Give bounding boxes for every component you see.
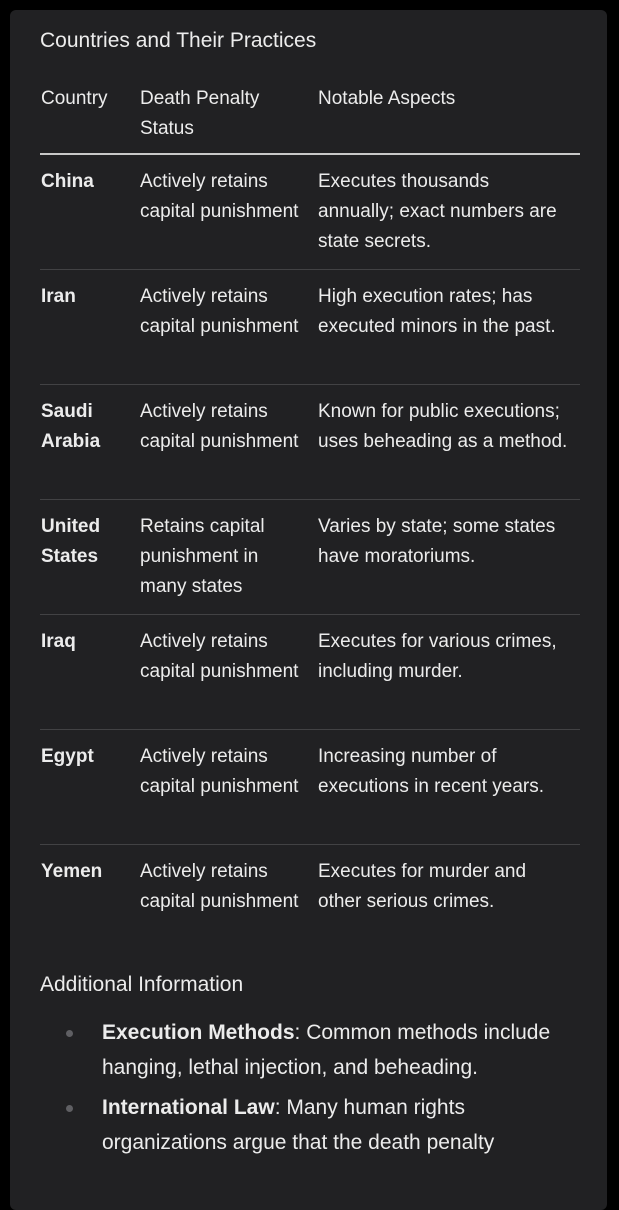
list-item-term: Execution Methods	[102, 1021, 295, 1044]
list-item	[40, 1090, 560, 1160]
country-cell: Iran	[40, 270, 139, 385]
message-card	[10, 10, 607, 1210]
status-cell: Actively retains capital punishment	[139, 385, 317, 500]
list-item-text: : Common methods include hanging, lethal injection, and beheading.	[102, 1021, 551, 1079]
notes-cell: Increasing number of executions in recent years.	[317, 730, 580, 845]
additional-info-list	[40, 1015, 560, 1165]
status-cell: Actively retains capital punishment	[139, 154, 317, 270]
country-cell: China	[40, 154, 139, 270]
notes-cell: Executes for various crimes, including murder.	[317, 615, 580, 730]
notes-cell: High execution rates; has executed minors in the past.	[317, 270, 580, 385]
notes-cell: Executes for murder and other serious crimes.	[318, 861, 527, 912]
table-row	[40, 500, 580, 615]
table-row	[40, 615, 580, 730]
status-cell: Actively retains capital punishment	[140, 861, 299, 912]
notes-cell: Executes thousands annually; exact numbers are state secrets.	[317, 154, 580, 270]
status-cell: Actively retains capital punishment	[139, 730, 317, 845]
countries-table	[40, 84, 580, 960]
list-item	[40, 1015, 560, 1085]
column-header-notes: Notable Aspects	[317, 84, 580, 154]
table-row	[40, 154, 580, 270]
countries-section-title: Countries and Their Practices	[40, 29, 317, 52]
additional-info-title: Additional Information	[40, 973, 244, 996]
status-cell: Retains capital punishment in many states	[139, 500, 317, 615]
country-cell: Saudi Arabia	[40, 385, 139, 500]
bullet-icon	[66, 1105, 73, 1112]
status-cell: Actively retains capital punishment	[139, 615, 317, 730]
country-cell: Egypt	[40, 730, 139, 845]
notes-cell: Varies by state; some states have moratoriums.	[317, 500, 580, 615]
column-header-country: Country	[40, 84, 139, 154]
column-header-status: Death Penalty Status	[139, 84, 317, 154]
bullet-icon	[66, 1030, 73, 1037]
country-cell: Yemen	[41, 861, 103, 882]
notes-cell: Known for public executions; uses beheading as a method.	[317, 385, 580, 500]
list-item-term: International Law	[102, 1096, 275, 1119]
table-header-row	[40, 84, 580, 154]
table-row	[40, 845, 580, 960]
table-row	[40, 730, 580, 845]
country-cell: Iraq	[40, 615, 139, 730]
list-item-text: : Many human rights organizations argue that the death penalty	[102, 1096, 495, 1154]
country-cell: United States	[40, 500, 139, 615]
status-cell: Actively retains capital punishment	[139, 270, 317, 385]
table-row	[40, 385, 580, 500]
table-row	[40, 270, 580, 385]
